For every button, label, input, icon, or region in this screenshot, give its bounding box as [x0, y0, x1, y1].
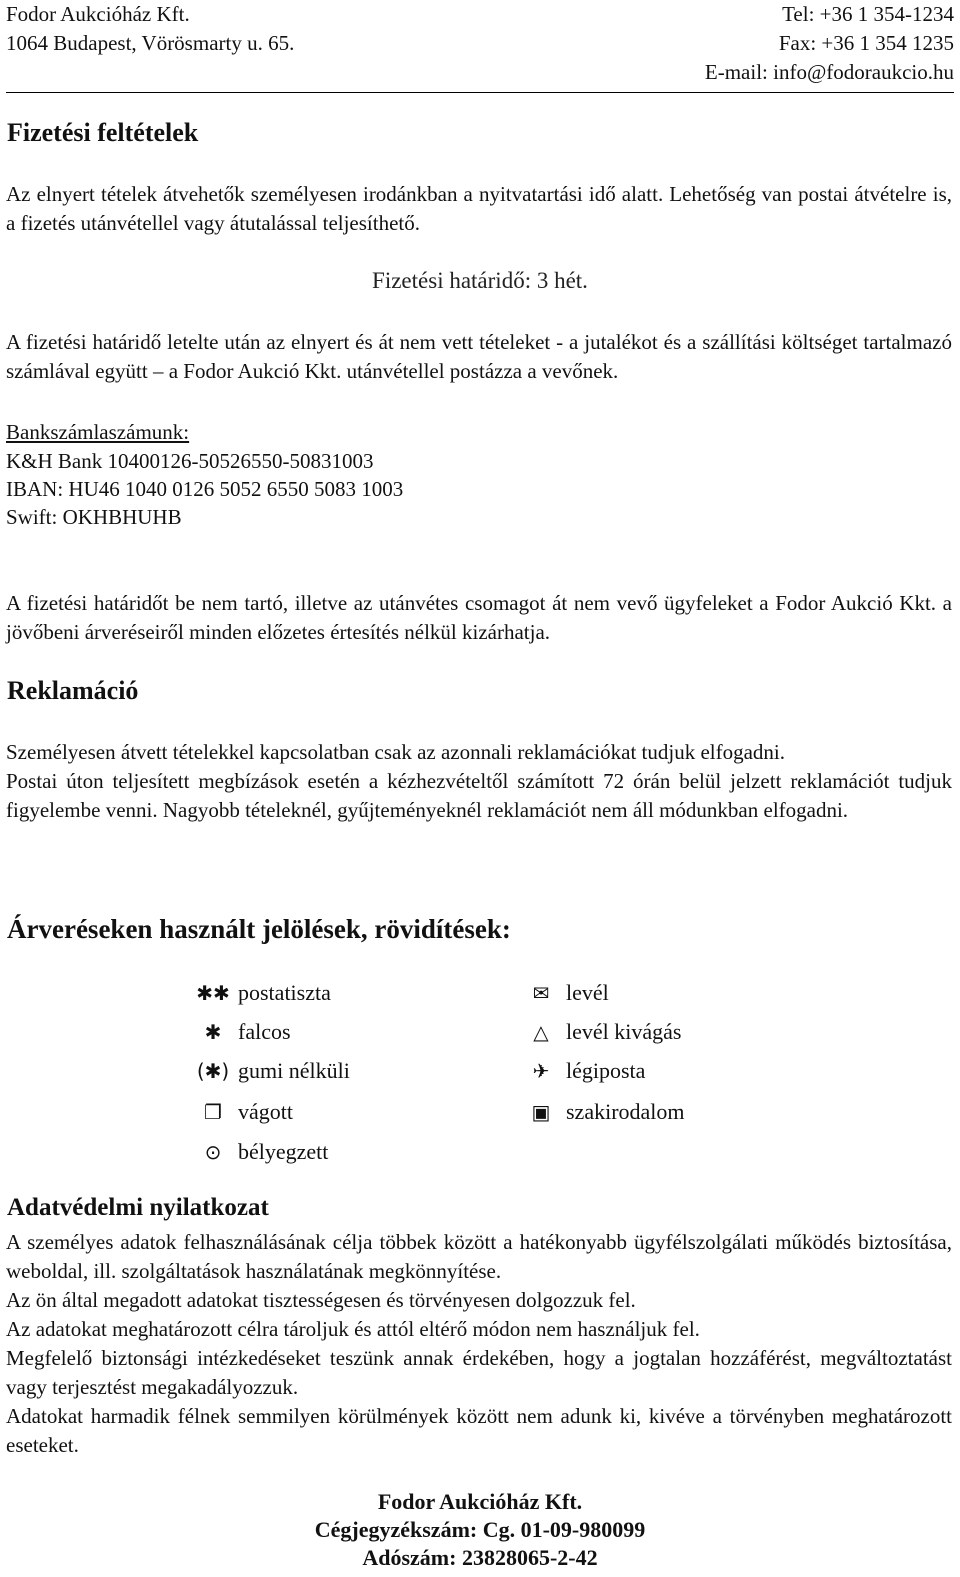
- privacy-p2: Az ön által megadott adatokat tisztességesen és törvényesen dolgozzuk fel.: [6, 1288, 636, 1312]
- footer-tax: Adószám: 23828065-2-42: [362, 1545, 598, 1570]
- swift: Swift: OKHBHUHB: [6, 505, 182, 529]
- bank-title: Bankszámlaszámunk:: [6, 420, 190, 444]
- double-asterisk-icon: ✱✱: [196, 981, 230, 1005]
- phone: Tel: +36 1 354-1234: [782, 2, 954, 26]
- privacy-title: Adatvédelmi nyilatkozat: [7, 1194, 269, 1221]
- circle-dot-icon: ⊙: [204, 1140, 222, 1164]
- footer-company: Fodor Aukcióház Kft.: [377, 1489, 583, 1514]
- square-icon: ❐: [204, 1099, 222, 1124]
- asterisk-in-parentheses-icon: (✱): [196, 1059, 230, 1083]
- payment-deadline: Fizetési határidő: 3 hét.: [372, 268, 588, 293]
- symbols-left-column: [196, 974, 350, 1172]
- bank-account: K&H Bank 10400126-50526550-50831003: [6, 449, 374, 473]
- payment-intro: Az elnyert tételek átvehetők személyesen irodánkban a nyitvatartási idő alatt. Lehetőség van postai átvételre is, a fizetés utánvétellel vagy átutalással teljesíthető.: [6, 182, 952, 235]
- payment-after-deadline: A fizetési határidő letelte után az elnyert és át nem vett tételeket - a jutalékot és a szállítási költséget tartalmazó számlával együtt – a Fodor Aukció Kkt. utánvétellel postázza a vevőnek.: [6, 330, 952, 383]
- company-address: 1064 Budapest, Vörösmarty u. 65.: [6, 31, 295, 55]
- footer-registry: Cégjegyzékszám: Cg. 01-09-980099: [314, 1517, 646, 1542]
- privacy-p3: Az adatokat meghatározott célra tároljuk és attól eltérő módon nem használjuk fel.: [6, 1317, 700, 1341]
- payment-title: Fizetési feltételek: [7, 118, 199, 147]
- privacy-p4: Megfelelő biztonsági intézkedéseket teszünk annak érdekében, hogy a jogtalan hozzáférést, megváltoztatást vagy terjesztést megakadályozzuk.: [6, 1346, 952, 1399]
- symbol-level-kivagas: △ levél kivágás: [524, 1012, 685, 1051]
- triangle-icon: △: [533, 1019, 549, 1044]
- envelope-icon: ✉: [532, 981, 550, 1005]
- symbols-title: Árveréseken használt jelölések, rövidítések:: [7, 914, 511, 944]
- symbols-right-column: [524, 974, 685, 1132]
- symbol-falcos: ✱ falcos: [196, 1012, 350, 1051]
- iban: IBAN: HU46 1040 0126 5052 6550 5083 1003: [6, 477, 404, 501]
- fax: Fax: +36 1 354 1235: [778, 31, 954, 55]
- symbol-szakirodalom: ▣ szakirodalom: [524, 1091, 685, 1132]
- letterhead: [6, 0, 954, 87]
- privacy-p1: A személyes adatok felhasználásának célja többek között a hatékonyabb ügyfélszolgálati működés biztosítása, weboldal, ill. szolgáltatások használatának megkönnyítése.: [6, 1230, 952, 1283]
- book-icon: ▣: [531, 1099, 551, 1124]
- symbol-belyegzett: ⊙ bélyegzett: [196, 1132, 350, 1172]
- company-name: Fodor Aukcióház Kft.: [6, 2, 190, 26]
- complaint-line-1: Személyesen átvett tételekkel kapcsolatban csak az azonnali reklamációkat tudjuk elfogadni.: [6, 740, 786, 764]
- symbol-vagott: ❐ vágott: [196, 1091, 350, 1132]
- header-divider: [6, 92, 954, 93]
- payment-exclusion: A fizetési határidőt be nem tartó, illetve az utánvétes csomagot át nem vevő ügyfeleket a Fodor Aukció Kkt. a jövőbeni árveréseiről minden előzetes értesítés nélkül kizárhatja.: [6, 591, 952, 644]
- email: E-mail: info@fodoraukcio.hu: [704, 60, 954, 84]
- complaint-line-2: Postai úton teljesített megbízások esetén a kézhezvételtől számított 72 órán belül jelzett reklamációt tudjuk figyelembe venni. Nagyobb tételeknél, gyűjteményeknél reklamációt nem áll módunkban elfogadni.: [6, 769, 952, 822]
- symbol-legiposta: ✈ légiposta: [524, 1051, 685, 1091]
- asterisk-icon: ✱: [204, 1019, 222, 1044]
- complaint-title: Reklamáció: [7, 676, 139, 705]
- symbol-postatiszta: ✱✱ postatiszta: [196, 980, 331, 1005]
- airplane-icon: ✈: [532, 1059, 550, 1083]
- privacy-p5: Adatokat harmadik félnek semmilyen körülmények között nem adunk ki, kivéve a törvényben meghatározott eseteket.: [6, 1404, 952, 1457]
- symbol-level: ✉ levél: [524, 974, 685, 1012]
- symbol-gumi-nelkuli: (✱) gumi nélküli: [196, 1058, 350, 1083]
